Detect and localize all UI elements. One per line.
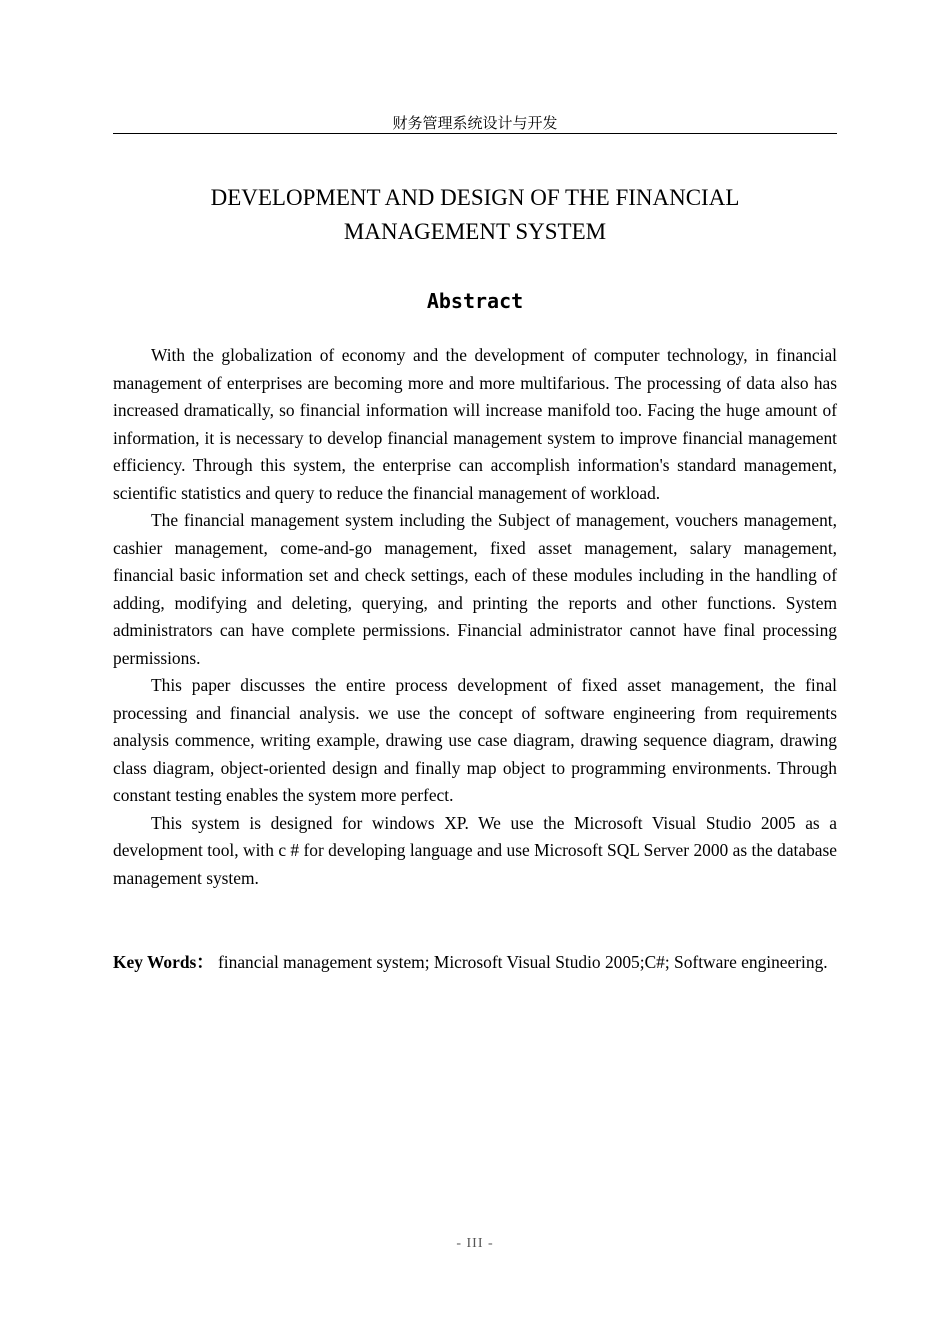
header-rule bbox=[113, 133, 837, 134]
keywords-label: Key Words： bbox=[113, 952, 214, 972]
running-header: 财务管理系统设计与开发 bbox=[392, 114, 558, 132]
abstract-paragraph-1: With the globalization of economy and the development of computer technology, in financial management of enterprises are becoming more and more multifarious. The processing of data also has increased dramatically, so financial information will increase manifold too. Facing the huge amount of information, it is necessary to develop financial management system to improve financial management efficiency. Through this system, the enterprise can accomplish information's standard management, scientific statistics and query to reduce the financial management of workload. bbox=[113, 345, 837, 503]
paper-title-line-2: MANAGEMENT SYSTEM bbox=[343, 219, 607, 244]
keywords bbox=[113, 949, 837, 977]
abstract-heading: Abstract bbox=[426, 289, 524, 313]
abstract-paragraph-2: The financial management system including the Subject of management, vouchers management, cashier management, come-and-go management, fixed asset management, salary management, financial basic information set and check settings, each of these modules including in the handling of adding, modifying and deleting, querying, and printing the reports and other functions. System administrators can have complete permissions. Financial administrator cannot have final processing permissions. bbox=[113, 510, 837, 668]
abstract-paragraph-3: This paper discusses the entire process development of fixed asset management, the final processing and financial analysis. we use the concept of software engineering from requirements analysis commence, writing example, drawing use case diagram, drawing sequence diagram, drawing class diagram, object-oriented design and finally map object to programming environments. Through constant testing enables the system more perfect. bbox=[113, 675, 837, 805]
page-number: - III - bbox=[456, 1236, 494, 1251]
abstract-body bbox=[113, 342, 837, 892]
paper-title bbox=[113, 181, 837, 249]
paper-title-line-1: DEVELOPMENT AND DESIGN OF THE FINANCIAL bbox=[210, 185, 740, 210]
abstract-paragraph-4: This system is designed for windows XP. We use the Microsoft Visual Studio 2005 as a development tool, with c # for developing language and use Microsoft SQL Server 2000 as the database management system. bbox=[113, 812, 837, 888]
keywords-text: financial management system; Microsoft Visual Studio 2005;C#; Software engineering. bbox=[213, 952, 828, 972]
